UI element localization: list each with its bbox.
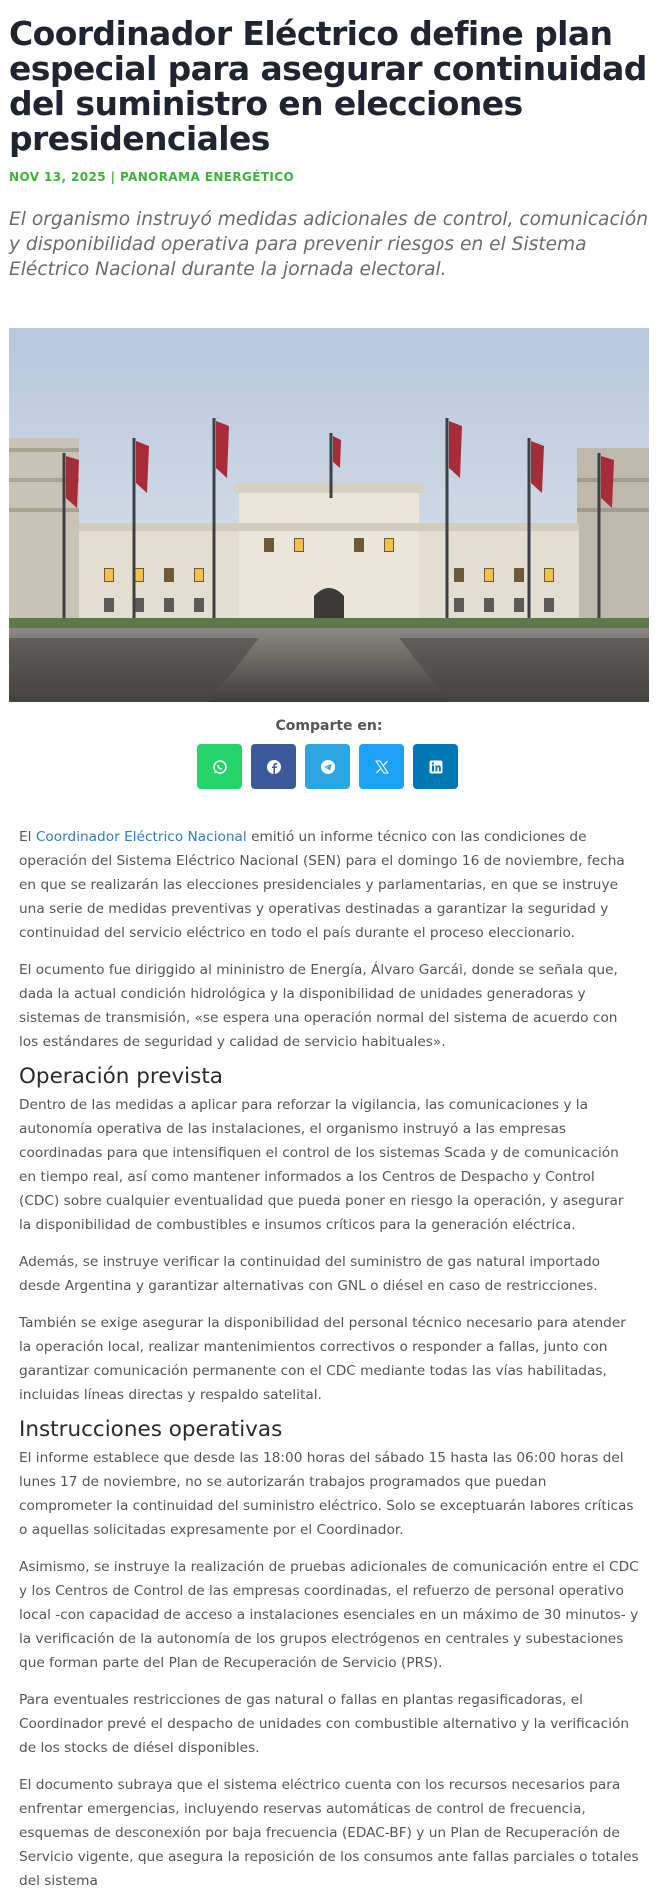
paragraph-1 — [19, 825, 639, 945]
share-whatsapp-button[interactable] — [197, 744, 242, 789]
facebook-icon — [266, 759, 282, 775]
whatsapp-icon — [212, 759, 228, 775]
heading-operacion-prevista: Operación prevista — [19, 1064, 223, 1089]
share-buttons — [6, 744, 649, 789]
share-x-button[interactable] — [359, 744, 404, 789]
paragraph-3: Dentro de las medidas a aplicar para reforzar la vigilancia, las comunicaciones y la autonomía operativa de las instalaciones, el organismo instruyó a las empresas coordinadas para que intensifiquen el control de los sistemas Scada y de comunicación en tiempo real, así como mantener informados a los Centros de Despacho y Control (CDC) sobre cualquier eventualidad que pueda poner en riesgo la operación, y asegurar la disponibilidad de combustibles e insumos críticos para la generación eléctrica. — [19, 1097, 624, 1233]
share-linkedin-button[interactable] — [413, 744, 458, 789]
x-icon — [374, 759, 390, 775]
coordinador-link[interactable]: Coordinador Eléctrico Nacional — [35, 829, 247, 845]
heading-instrucciones-operativas: Instrucciones operativas — [19, 1417, 283, 1442]
paragraph-8: Para eventuales restricciones de gas natural o fallas en plantas regasificadoras, el Coordinador prevé el despacho de unidades con combustible alternativo y la verificación de los stocks de diésel disponibles. — [19, 1692, 630, 1756]
paragraph-5: También se exige asegurar la disponibilidad del personal técnico necesario para atender la operación local, realizar mantenimientos correctivos o responder a fallas, junto con garantizar comunicación permanente con el CDC mediante todas las vías habilitadas, incluidas líneas directas y respaldo satelital. — [19, 1315, 626, 1403]
share-telegram-button[interactable] — [305, 744, 350, 789]
article-meta: NOV 13, 2025 | PANORAMA ENERGÉTICO — [9, 170, 295, 184]
paragraph-1-prefix: El — [19, 829, 36, 845]
paragraph-7: Asimismo, se instruye la realización de pruebas adicionales de comunicación entre el CDC y los Centros de Control de las empresas coordinadas, el refuerzo de personal operativo local -con capacidad de acceso a instalaciones esenciales en un máximo de 30 minutos- y la verificación de la autonomía de los grupos electrógenos en centrales y subestaciones que forman parte del Plan de Recuperación de Servicio (PRS). — [19, 1559, 639, 1671]
article-title: Coordinador Eléctrico define plan especial para asegurar continuidad del suministro en elecciones presidenciales — [9, 14, 647, 158]
article-body — [9, 825, 649, 1893]
share-label: Comparte en: — [275, 718, 383, 734]
paragraph-6: El informe establece que desde las 18:00 horas del sábado 15 hasta las 06:00 horas del lunes 17 de noviembre, no se autorizarán trabajos programados que puedan comprometer la continuidad del suministro eléctrico. Solo se exceptuarán labores críticas o aquellas solicitadas expresamente por el Coordinador. — [19, 1450, 634, 1538]
telegram-icon — [320, 759, 336, 775]
paragraph-4: Además, se instruye verificar la continuidad del suministro de gas natural importado desde Argentina y garantizar alternativas con GNL o diésel en caso de restricciones. — [19, 1254, 601, 1294]
linkedin-icon — [428, 759, 444, 775]
hero-image-la-moneda — [9, 328, 649, 702]
article-lead: El organismo instruyó medidas adicionales de control, comunicación y disponibilidad operativa para prevenir riesgos en el Sistema Eléctrico Nacional durante la jornada electoral. — [9, 209, 648, 280]
paragraph-9: El documento subraya que el sistema eléctrico cuenta con los recursos necesarios para enfrentar emergencias, incluyendo reservas automáticas de control de frecuencia, esquemas de desconexión por baja frecuencia (EDAC-BF) y un Plan de Recuperación de Servicio vigente, que asegura la reposición de los consumos ante fallas parciales o totales del sistema — [19, 1777, 639, 1889]
paragraph-2: El ocumento fue diriggido al mininistro de Energía, Álvaro Garcái, donde se señala que, dada la actual condición hidrológica y la disponibilidad de unidades generadoras y sistemas de transmisión, «se espera una operación normal del sistema de acuerdo con los estándares de seguridad y calidad de servicio habituales». — [19, 962, 618, 1050]
paragraph-1-rest: emitió un informe técnico con las condiciones de operación del Sistema Eléctrico Nacional (SEN) para el domingo 16 de noviembre, fecha en que se realizarán las elecciones presidenciales y parlamentarias, en que se instruye una serie de medidas preventivas y operativas destinadas a garantizar la seguridad y continuidad del servicio eléctrico en todo el país durante el proceso eleccionario. — [19, 829, 625, 941]
share-section — [9, 718, 649, 789]
share-facebook-button[interactable] — [251, 744, 296, 789]
